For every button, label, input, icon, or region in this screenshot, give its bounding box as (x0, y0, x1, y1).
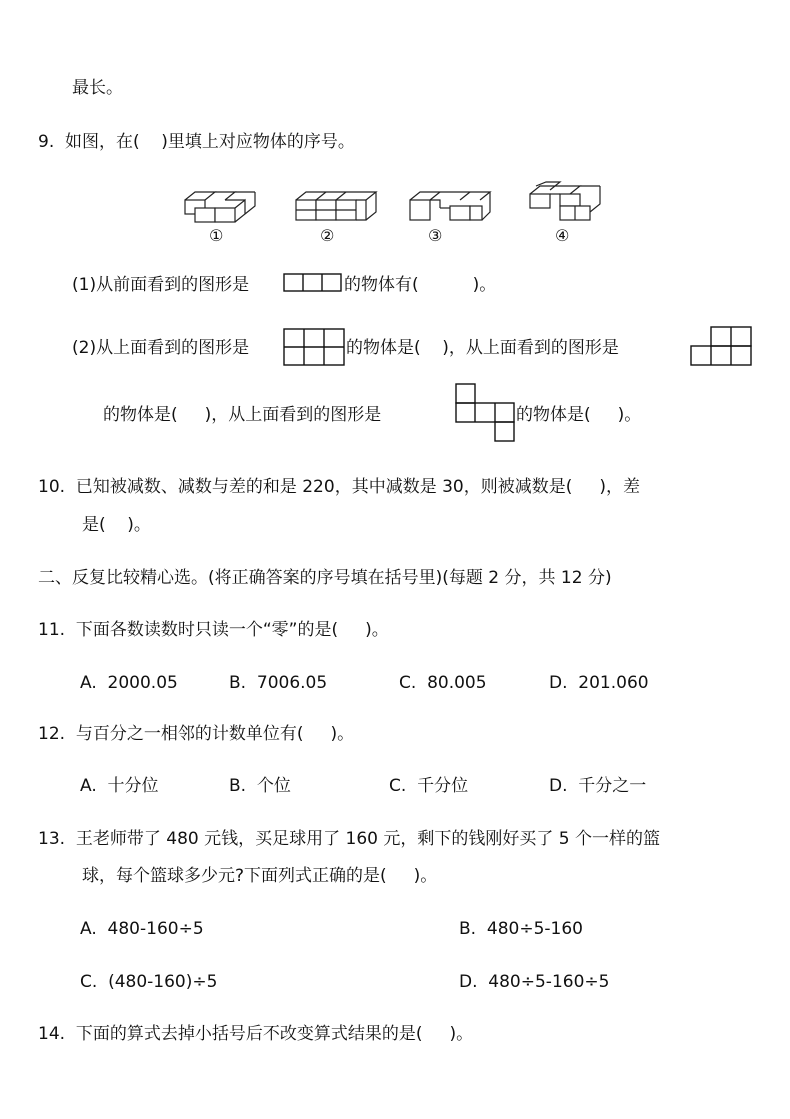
top-view-grid-c (455, 383, 517, 443)
top-view-grid-a (283, 328, 345, 368)
figure-label-1: ① (209, 226, 224, 245)
question-9-2-answer-a: 的物体是( )，从上面看到的图形是 (346, 338, 619, 358)
section-2-heading: 二、反复比较精心选。(将正确答案的序号填在括号里)(每题 2 分，共 12 分) (38, 568, 612, 588)
figure-label-2: ② (320, 226, 335, 245)
question-10-cont: 是( )。 (82, 515, 151, 535)
question-9-2-text: (2)从上面看到的图形是 (72, 338, 250, 358)
q12-option-a: A. 十分位 (80, 776, 159, 796)
q11-option-b: B. 7006.05 (229, 673, 328, 693)
cube-figure-1 (183, 186, 263, 226)
question-14: 14. 下面的算式去掉小括号后不改变算式结果的是( )。 (38, 1024, 474, 1044)
question-11: 11. 下面各数读数时只读一个“零”的是( )。 (38, 620, 389, 640)
question-13: 13. 王老师带了 480 元钱，买足球用了 160 元，剩下的钱刚好买了 5 个一样的篮 (38, 829, 660, 849)
q11-option-a: A. 2000.05 (80, 673, 178, 693)
q13-option-a: A. 480-160÷5 (80, 919, 204, 939)
question-9-2-answer-b: 的物体是( )，从上面看到的图形是 (103, 405, 382, 425)
question-9-1-text: (1)从前面看到的图形是 (72, 275, 250, 295)
q11-option-c: C. 80.005 (399, 673, 487, 693)
figure-label-4: ④ (555, 226, 570, 245)
top-view-grid-b (690, 326, 752, 368)
cube-figure-2 (294, 186, 384, 226)
question-13-cont: 球，每个篮球多少元?下面列式正确的是( )。 (82, 866, 438, 886)
q13-option-b: B. 480÷5-160 (459, 919, 583, 939)
question-9-1-answer: 的物体有( )。 (344, 275, 497, 295)
question-9-2-answer-c: 的物体是( )。 (516, 405, 642, 425)
q12-option-c: C. 千分位 (389, 776, 469, 796)
question-10: 10. 已知被减数、减数与差的和是 220，其中减数是 30，则被减数是( )，差 (38, 477, 641, 497)
question-12: 12. 与百分之一相邻的计数单位有( )。 (38, 724, 355, 744)
q13-option-d: D. 480÷5-160÷5 (459, 972, 610, 992)
front-view-grid (283, 273, 343, 293)
q11-option-d: D. 201.060 (549, 673, 649, 693)
q12-option-d: D. 千分之一 (549, 776, 647, 796)
text-line: 最长。 (72, 78, 123, 98)
q12-option-b: B. 个位 (229, 776, 291, 796)
cube-figure-4 (528, 180, 608, 226)
figure-label-3: ③ (428, 226, 443, 245)
q13-option-c: C. (480-160)÷5 (80, 972, 218, 992)
question-9: 9. 如图，在( )里填上对应物体的序号。 (38, 132, 355, 152)
cube-figure-3 (408, 186, 498, 226)
